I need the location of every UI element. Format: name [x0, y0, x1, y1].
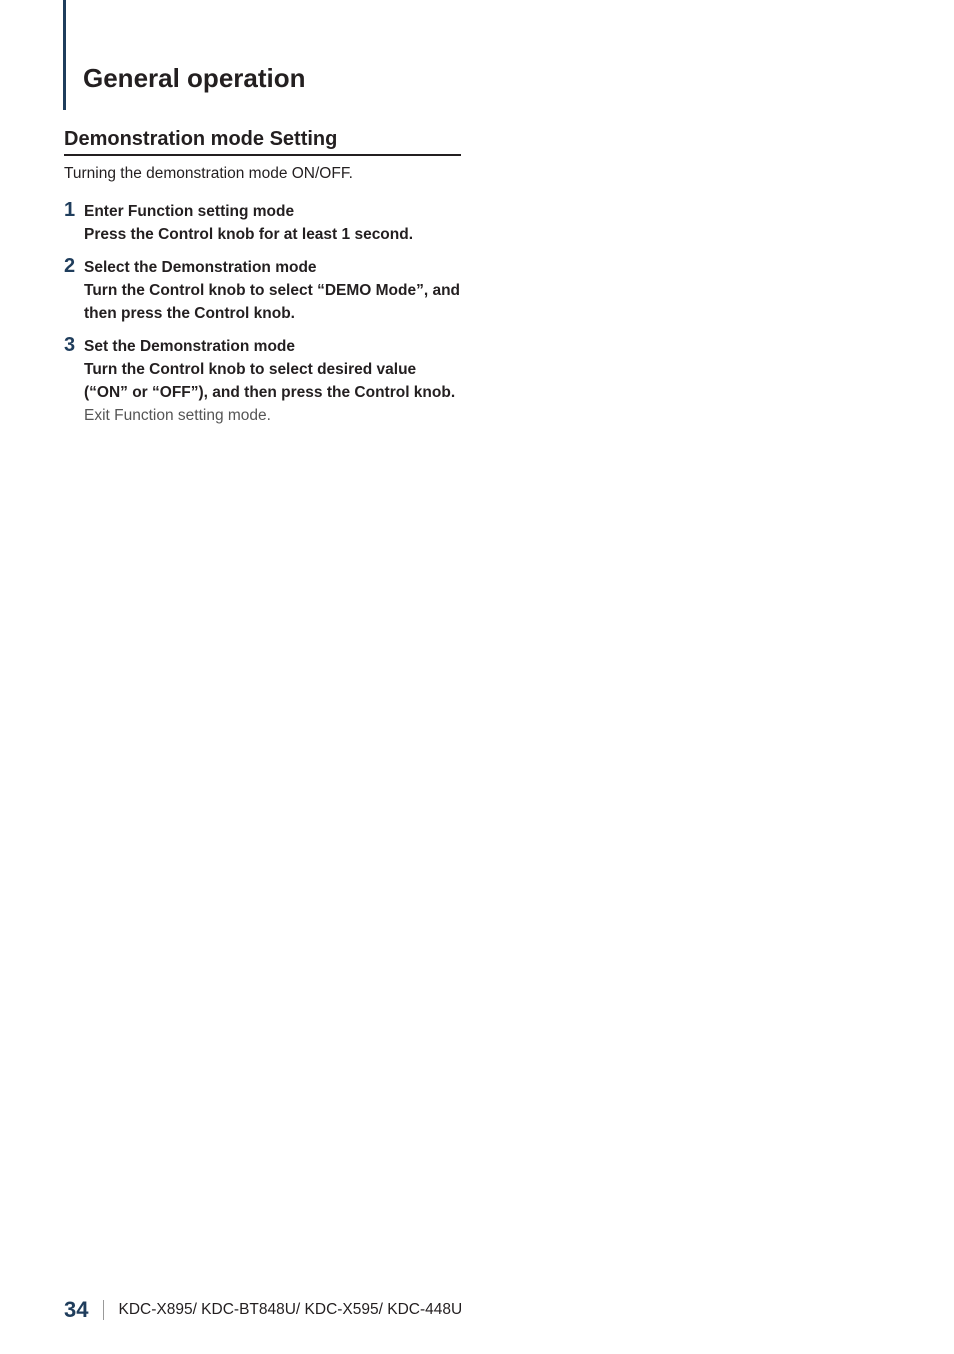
section-intro: Turning the demonstration mode ON/OFF. [64, 165, 353, 182]
step-list [64, 200, 464, 437]
footer-divider [103, 1300, 104, 1320]
step-text: Press the Control knob for at least 1 second. [84, 226, 414, 243]
step-title: Enter Function setting mode [84, 203, 295, 220]
step-1 [64, 200, 464, 246]
model-list: KDC-X895/ KDC-BT848U/ KDC-X595/ KDC-448U [118, 1301, 463, 1318]
step-3 [64, 335, 464, 427]
step-number: 2 [64, 255, 76, 277]
page-number: 34 [64, 1297, 89, 1322]
step-title: Set the Demonstration mode [84, 338, 295, 355]
section-heading: Demonstration mode Setting [64, 126, 461, 156]
page-footer [64, 1293, 462, 1327]
step-number: 3 [64, 334, 76, 356]
step-text: Turn the Control knob to select “DEMO Mode”, and then press the Control knob. [84, 282, 461, 322]
step-2 [64, 256, 464, 325]
step-title: Select the Demonstration mode [84, 259, 317, 276]
step-note: Exit Function setting mode. [84, 407, 271, 424]
chapter-title: General operation [83, 63, 306, 93]
step-number: 1 [64, 199, 76, 221]
chapter-accent-bar [63, 0, 66, 110]
step-text: Turn the Control knob to select desired value (“ON” or “OFF”), and then press the Control knob. [84, 361, 456, 401]
